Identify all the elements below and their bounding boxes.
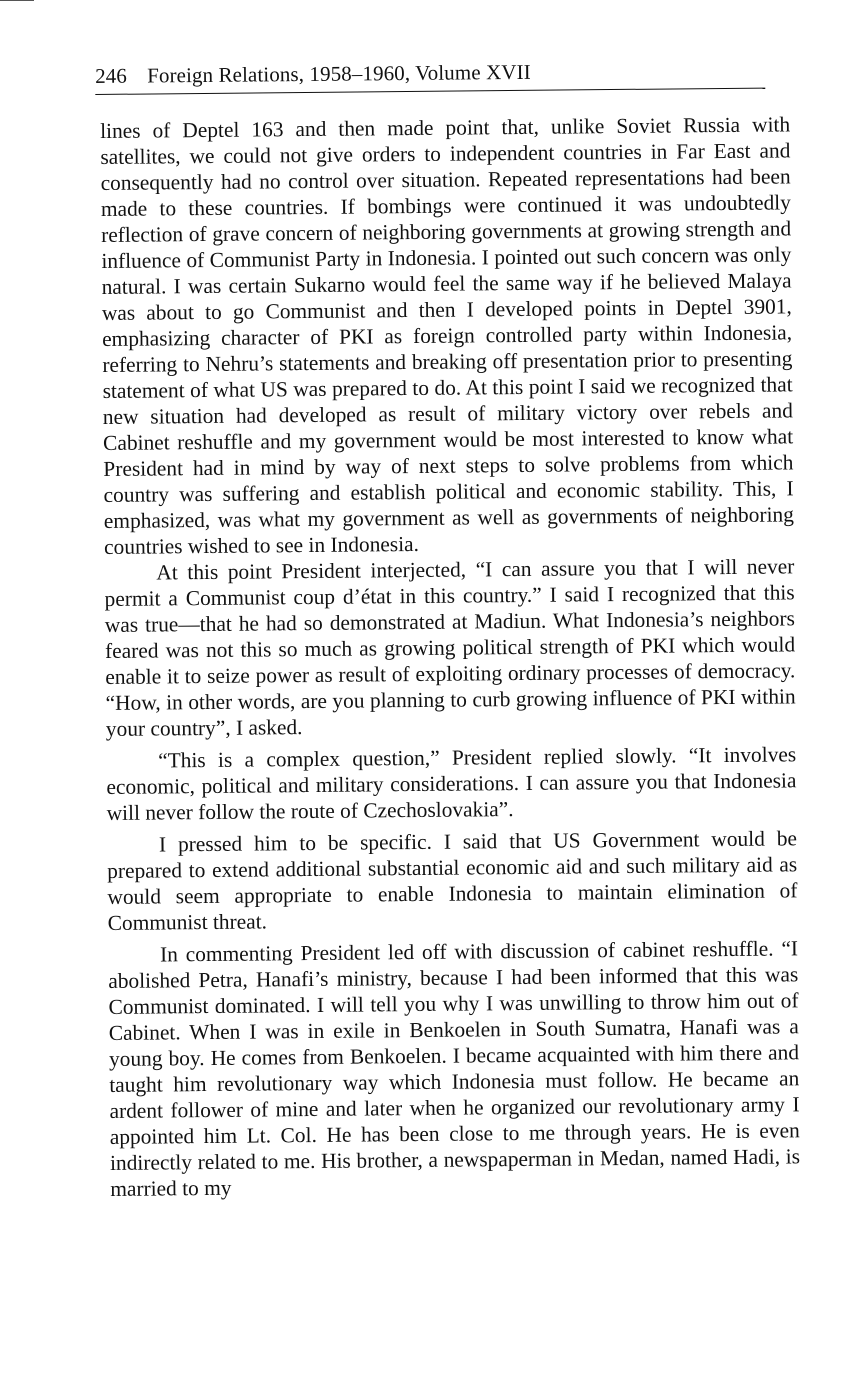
paragraph-pressed-specific: I pressed him to be specific. I said that US Government would be prepared to extend additional substantial economic aid and such military aid as would seem appropriate to enable Indonesia to maintain elimination of Communist threat. (107, 826, 798, 935)
page-header (95, 56, 765, 95)
paragraph-complex-question: “This is a complex question,” President replied slowly. “It involves economic, political and military considerations. I can assure you that Indonesia will never follow the route of Czechoslovakia”. (106, 742, 797, 825)
body-text (100, 111, 800, 1202)
paragraph-cabinet-reshuffle: In commenting President led off with discussion of cabinet reshuffle. “I abolished Petra, Hanafi’s ministry, because I had been informed that this was Communist dominated. I will tell you why I was unwilling to throw him out of Cabinet. When I was in exile in Benkoelen in South Sumatra, Hanafi was a young boy. He comes from Benkoelen. I became acquainted with him there and taught him revolutionary way which Indonesia must follow. He became an ardent follower of mine and later when he organized our revolutionary army I appointed him Lt. Col. He has been close to me through years. He is even indirectly related to me. His brother, a newspaperman in Medan, named Hadi, is married to my (108, 936, 801, 1201)
paragraph-president-interjected: At this point President interjected, “I can assure you that I will never permit a Communist coup d’état in this country.” I said I recognized that this was true—that he had so demonstrated at Madiun. What Indonesia’s neighbors feared was not this so much as growing political strength of PKI which would enable it to seize power as result of exploiting ordinary processes of democracy. “How, in other words, are you planning to curb growing influence of PKI within your country”, I asked. (104, 554, 796, 741)
paragraph-continued: lines of Deptel 163 and then made point that, unlike Soviet Russia with satellites, we could not give orders to independent countries in Far East and consequently had no control over situation. Repeated representations had been made to these countries. If bombings were continued it was undoubtedly reflection of grave concern of neighboring governments at growing strength and influence of Communist Party in Indonesia. I pointed out such concern was only natural. I was certain Sukarno would feel the same way if he believed Malaya was about to go Communist and then I developed points in Deptel 3901, emphasizing character of PKI as foreign controlled party within Indonesia, referring to Nehru’s statements and breaking off presentation prior to presenting statement of what US was prepared to do. At this point I said we recognized that new situation had developed as result of military victory over rebels and Cabinet reshuffle and my government would be most interested to know what President had in mind by way of next steps to solve problems from which country was suffering and establish political and economic stability. This, I emphasized, was what my government as well as governments of neighboring countries wished to see in Indonesia. (100, 112, 794, 559)
page-number: 246 (95, 63, 128, 88)
running-head: Foreign Relations, 1958–1960, Volume XVII (147, 59, 531, 88)
scan-corner-mark (0, 0, 34, 7)
